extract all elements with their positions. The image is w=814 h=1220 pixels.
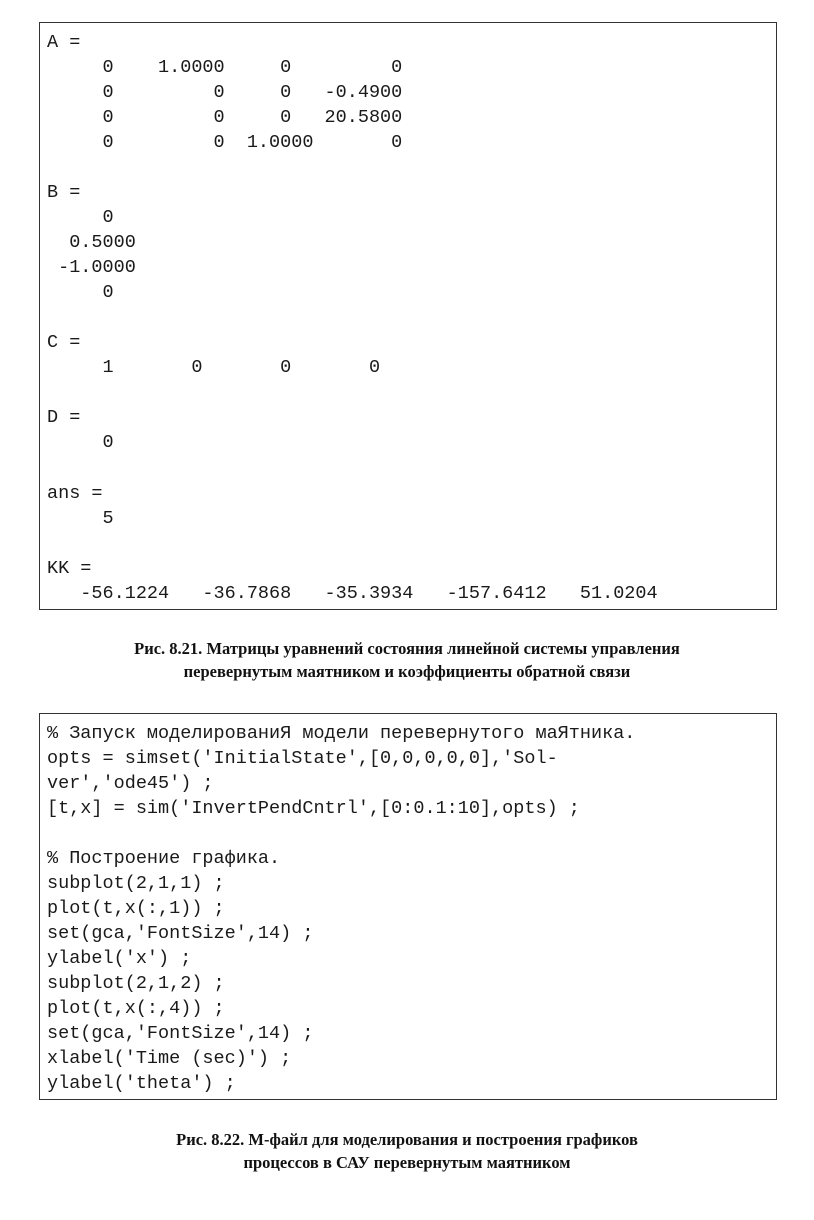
matrix-b-row: 0.5000 (47, 232, 136, 253)
matrix-b-row: 0 (47, 207, 114, 228)
caption-text: М-файл для моделирования и построения графиков (244, 1130, 638, 1149)
matrix-a-row: 0 0 1.0000 0 (47, 132, 403, 153)
matrix-d-row: 0 (47, 432, 114, 453)
matlab-output-box (39, 22, 777, 610)
code-line: [t,x] = sim('InvertPendCntrl',[0:0.1:10],opts) ; (47, 798, 580, 819)
code-line: set(gca,'FontSize',14) ; (47, 1023, 314, 1044)
matrix-a-row: 0 1.0000 0 0 (47, 57, 403, 78)
code-line: subplot(2,1,1) ; (47, 873, 225, 894)
figure-caption (0, 637, 814, 683)
caption-text: перевернутым маятником и коэффициенты обратной связи (183, 662, 631, 681)
kk-row: -56.1224 -36.7868 -35.3934 -157.6412 51.0204 (47, 583, 658, 604)
figure-number: Рис. 8.22. (176, 1130, 245, 1149)
code-line: % Построение графика. (47, 848, 281, 869)
code-line: xlabel('Time (sec)') ; (47, 1048, 292, 1069)
code-line: ylabel('theta') ; (47, 1073, 236, 1094)
matrix-a-label: A = (47, 32, 81, 53)
caption-text: Матрицы уравнений состояния линейной системы управления (202, 639, 680, 658)
matrix-a-row: 0 0 0 20.5800 (47, 107, 403, 128)
figure-caption (0, 1128, 814, 1174)
code-line: subplot(2,1,2) ; (47, 973, 225, 994)
kk-label: KK = (47, 558, 92, 579)
code-line: ylabel('x') ; (47, 948, 192, 969)
ans-value: 5 (47, 508, 114, 529)
code-line: ver','ode45') ; (47, 773, 214, 794)
caption-text: процессов в САУ перевернутым маятником (243, 1153, 571, 1172)
figure-number: Рис. 8.21. (134, 639, 203, 658)
code-line: opts = simset('InitialState',[0,0,0,0,0],'Sol- (47, 748, 558, 769)
matrix-b-row: -1.0000 (47, 257, 136, 278)
code-line: set(gca,'FontSize',14) ; (47, 923, 314, 944)
code-line: plot(t,x(:,4)) ; (47, 998, 225, 1019)
code-line: plot(t,x(:,1)) ; (47, 898, 225, 919)
code-listing-box (39, 713, 777, 1100)
matrix-a-row: 0 0 0 -0.4900 (47, 82, 403, 103)
ans-label: ans = (47, 483, 103, 504)
matrix-b-label: B = (47, 182, 81, 203)
matrix-b-row: 0 (47, 282, 114, 303)
matrix-c-row: 1 0 0 0 (47, 357, 381, 378)
code-line: % Запуск моделированиЯ модели перевернутого маЯтника. (47, 723, 636, 744)
matrix-c-label: C = (47, 332, 81, 353)
matrix-d-label: D = (47, 407, 81, 428)
